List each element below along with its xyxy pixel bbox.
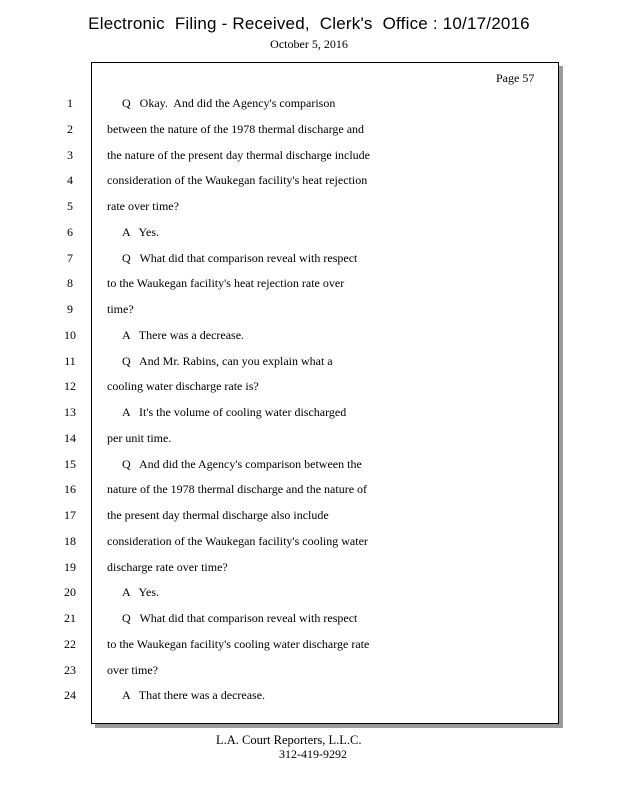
stamp-word: Received,	[232, 14, 310, 33]
transcript-line: A That there was a decrease.	[122, 688, 266, 703]
transcript-line: A Yes.	[122, 224, 160, 239]
line-number: 6	[67, 224, 73, 239]
transcript-line: A It's the volume of cooling water discharged	[122, 405, 347, 419]
line-number: 14	[64, 430, 76, 445]
line-number: 22	[64, 636, 76, 651]
transcript-line: Q And did the Agency's comparison between the	[122, 456, 362, 471]
transcript-line: over time?	[107, 662, 158, 677]
court-reporter-name: L.A. Court Reporters, L.L.C.	[216, 733, 362, 747]
line-number: 15	[64, 456, 76, 471]
transcript-line: Q Okay. And did the Agency's comparison	[122, 96, 336, 110]
page-number: Page 57	[496, 71, 535, 85]
transcript-line: cooling water discharge rate is?	[107, 379, 259, 394]
line-number: 13	[64, 405, 76, 419]
stamp-word: Clerk's	[319, 14, 373, 33]
transcript-line: Q What did that comparison reveal with respect	[122, 611, 358, 625]
line-number: 4	[67, 173, 73, 188]
transcript-line: time?	[107, 302, 134, 316]
court-reporter-phone: 312-419-9292	[279, 747, 347, 761]
line-number: 1	[67, 96, 73, 110]
line-number: 12	[64, 379, 76, 394]
line-number: 20	[64, 585, 76, 600]
filing-stamp	[0, 14, 618, 34]
line-number: 8	[67, 276, 73, 291]
transcript-line: the present day thermal discharge also include	[107, 508, 329, 522]
transcript-line: between the nature of the 1978 thermal discharge and	[107, 121, 365, 136]
transcript-line: A There was a decrease.	[122, 327, 245, 342]
line-number: 11	[64, 353, 76, 368]
line-number: 23	[64, 662, 76, 677]
stamp-word: -	[221, 14, 228, 33]
line-number: 7	[67, 250, 73, 265]
line-number: 24	[64, 688, 76, 703]
stamp-word: Filing	[174, 14, 217, 33]
transcript-line: consideration of the Waukegan facility's heat rejection	[107, 173, 368, 188]
stamp-word: Office	[382, 14, 428, 33]
transcript-line: consideration of the Waukegan facility's cooling water	[107, 533, 368, 548]
transcript-line: to the Waukegan facility's heat rejection rate over	[107, 276, 345, 291]
line-number: 10	[64, 327, 76, 342]
line-number: 21	[64, 611, 76, 625]
line-number: 16	[64, 482, 76, 497]
transcript-line: Q What did that comparison reveal with respect	[122, 250, 358, 265]
stamp-word: 10/17/2016	[442, 14, 530, 33]
transcript-line: to the Waukegan facility's cooling water discharge rate	[107, 636, 370, 651]
line-number: 9	[67, 302, 73, 316]
transcript-line: per unit time.	[107, 430, 172, 445]
transcript-line: the nature of the present day thermal discharge include	[107, 147, 371, 162]
line-number: 3	[67, 147, 73, 162]
stamp-word: Electronic	[88, 14, 165, 33]
line-number: 18	[64, 533, 76, 548]
line-number: 2	[67, 121, 73, 136]
line-number: 5	[67, 199, 73, 213]
stamp-word: :	[432, 14, 438, 33]
transcript-line: Q And Mr. Rabins, can you explain what a	[122, 353, 333, 368]
hearing-date: October 5, 2016	[270, 37, 348, 51]
line-number: 19	[64, 559, 76, 574]
transcript-line: rate over time?	[107, 199, 179, 213]
transcript-line: discharge rate over time?	[107, 559, 228, 574]
line-number: 17	[64, 508, 76, 522]
transcript-line: A Yes.	[122, 585, 160, 600]
transcript-line: nature of the 1978 thermal discharge and the nature of	[107, 482, 368, 497]
